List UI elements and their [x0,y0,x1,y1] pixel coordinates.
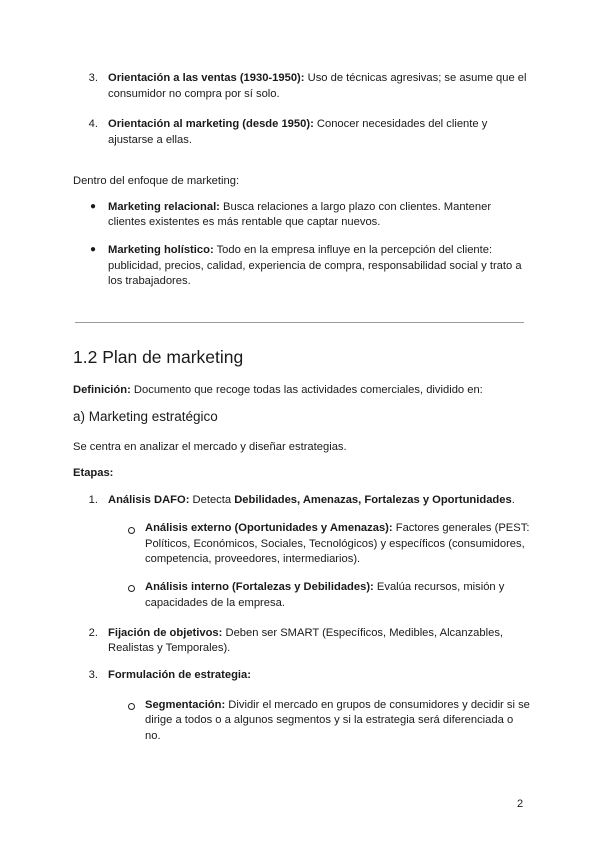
list-item [108,70,527,86]
list-item-text: . [511,494,515,506]
list-number: 2. [88,627,98,639]
bullet-item [108,199,491,215]
list-number: 1. [88,494,98,506]
sub-list-item-text: Dividir el mercado en grupos de consumidores y decidir si se [225,699,530,711]
list-item-bold: Fijación de objetivos: [108,627,223,639]
bullet-icon: ● [90,244,97,255]
sub-list-item [145,579,504,595]
sub-list-continuation: capacidades de la empresa. [145,597,285,609]
list-item-continuation: Realistas y Temporales). [108,642,231,654]
list-item-bold: Formulación de estrategia: [108,669,251,681]
list-item-text: Uso de técnicas agresivas; se asume que el [304,72,527,84]
page-number: 2 [517,798,524,810]
list-item [108,667,251,683]
sub-list-continuation: competencia, proveedores, intermediarios). [145,553,361,565]
paragraph: Dentro del enfoque de marketing: [73,175,240,187]
bullet-item-text: Todo en la empresa influye en la percepción del cliente: [213,244,493,256]
sub-list-item-bold: Análisis interno (Fortalezas y Debilidades): [145,581,374,593]
circle-bullet-icon [128,585,135,592]
list-number: 3. [88,669,98,681]
sub-list-continuation: no. [145,730,161,742]
circle-bullet-icon [128,703,135,710]
bullet-item-bold: Marketing relacional: [108,201,220,213]
section-title: 1.2 Plan de marketing [73,347,244,367]
sub-list-item [145,520,529,536]
list-item-bold: Debilidades, Amenazas, Fortalezas y Oportunidades [234,494,512,506]
list-item-bold: Orientación al marketing (desde 1950): [108,118,314,130]
bullet-item-text: Busca relaciones a largo plazo con clientes. Mantener [219,201,492,213]
sub-list-item-bold: Segmentación: [145,699,226,711]
list-item-text: Conocer necesidades del cliente y [313,118,488,130]
list-item-continuation: consumidor no compra por sí solo. [108,88,280,100]
list-number: 3. [88,72,98,84]
sub-list-item-text: Factores generales (PEST: [392,522,530,534]
subsection-title: a) Marketing estratégico [73,409,218,424]
definition-paragraph [73,382,483,398]
list-item [108,625,503,641]
list-item-text: Deben ser SMART (Específicos, Medibles, Alcanzables, [222,627,504,639]
horizontal-divider [75,322,524,323]
bullet-continuation: clientes existentes es más rentable que captar nuevos. [108,216,381,228]
circle-bullet-icon [128,527,135,534]
definition-text: Documento que recoge todas las actividades comerciales, dividido en: [130,384,483,396]
list-item-bold: Orientación a las ventas (1930-1950): [108,72,305,84]
bullet-continuation: publicidad, precios, calidad, experiencia de compra, responsabilidad social y trato a [108,260,522,272]
list-item [108,116,487,132]
list-item-continuation: ajustarse a ellas. [108,134,192,146]
stages-label-text: Etapas: [73,467,114,479]
sub-list-continuation: Políticos, Económicos, Sociales, Tecnológicos) y específicos (consumidores, [145,538,525,550]
sub-list-item [145,697,530,713]
list-item-text: Detecta [189,494,235,506]
list-item-bold: Análisis DAFO: [108,494,190,506]
bullet-item [108,242,492,258]
bullet-continuation: los trabajadores. [108,275,191,287]
list-number: 4. [88,118,98,130]
sub-list-item-bold: Análisis externo (Oportunidades y Amenazas): [145,522,393,534]
sub-list-continuation: dirige a todos o a algunos segmentos y si la estrategia será diferenciada o [145,714,514,726]
bullet-item-bold: Marketing holístico: [108,244,214,256]
definition-label: Definición: [73,384,131,396]
paragraph: Se centra en analizar el mercado y diseñar estrategias. [73,441,347,453]
list-item [108,492,515,508]
sub-list-item-text: Evalúa recursos, misión y [373,581,505,593]
bullet-icon: ● [90,201,97,212]
stages-label [73,465,113,481]
